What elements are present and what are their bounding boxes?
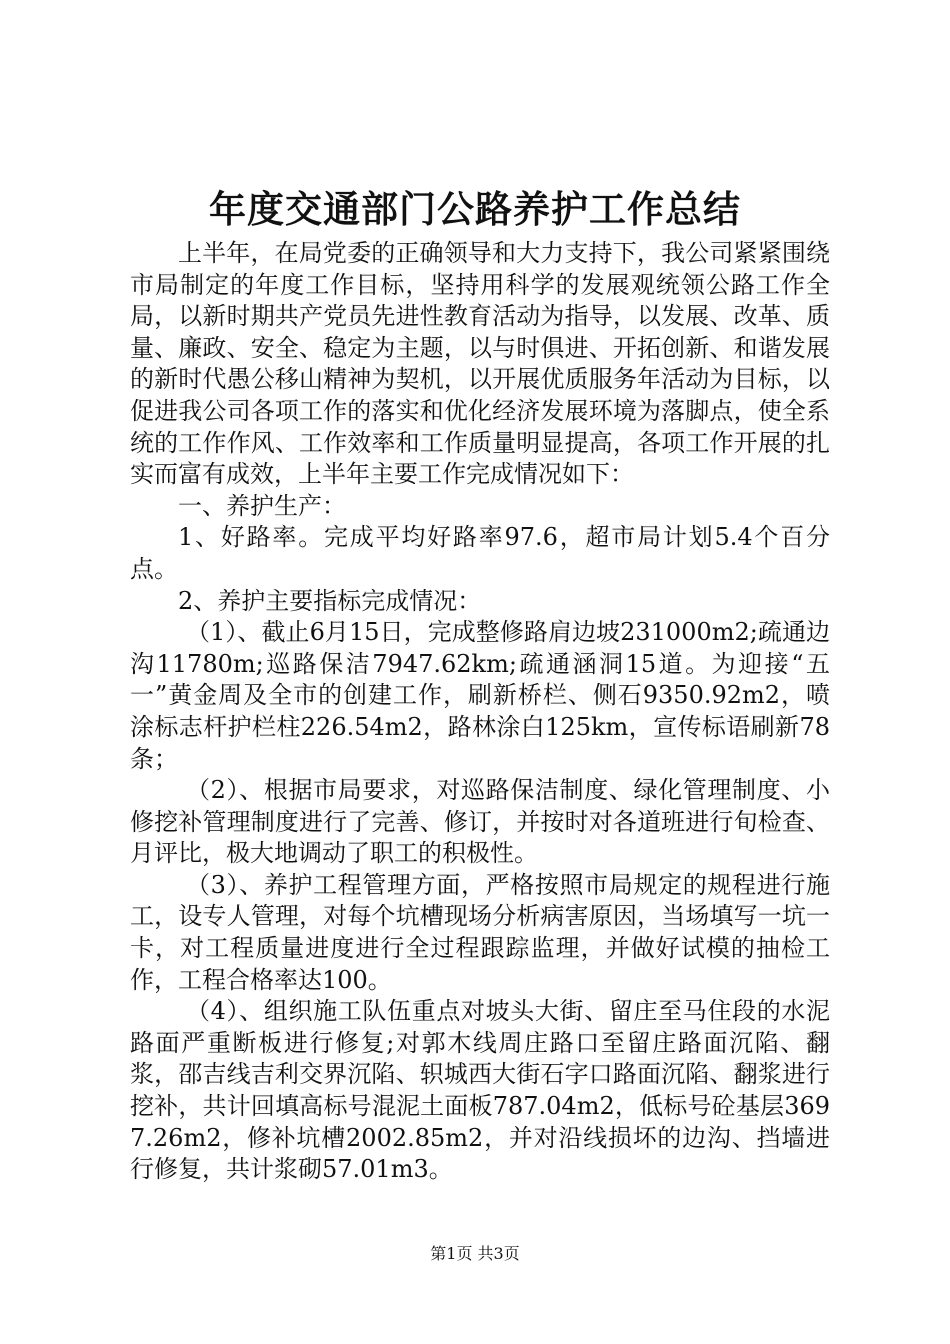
- paragraph-intro: 上半年，在局党委的正确领导和大力支持下，我公司紧紧围绕市局制定的年度工作目标，坚持用科学的发展观统领公路工作全局，以新时期共产党员先进性教育活动为指导，以发展、改革、质量、廉政、安全、稳定为主题，以与时俱进、开拓创新、和谐发展的新时代愚公移山精神为契机，以开展优质服务年活动为目标，以促进我公司各项工作的落实和优化经济发展环境为落脚点，使全系统的工作作风、工作效率和工作质量明显提高，各项工作开展的扎实而富有成效，上半年主要工作完成情况如下：: [130, 239, 830, 489]
- paragraph-good-road-rate: 1、好路率。完成平均好路率97.6，超市局计划5.4个百分点。: [130, 523, 830, 583]
- document-title: 年度交通部门公路养护工作总结: [209, 187, 741, 231]
- paragraph-main-indicators: 2、养护主要指标完成情况：: [178, 586, 482, 615]
- section-heading-maintenance: 一、养护生产：: [178, 491, 346, 520]
- paragraph-item-1: （1）、截止6月15日，完成整修路肩边坡231000m2;疏通边沟11780m;巡路保洁7947.62km;疏通涵洞15道。为迎接“五一”黄金周及全市的创建工作，刷新桥栏、侧石9350.92m2，喷涂标志杆护栏柱226.54m2，路林涂白125km，宣传标语刷新78条；: [130, 618, 830, 773]
- paragraph-item-4: （4）、组织施工队伍重点对坡头大街、留庄至马住段的水泥路面严重断板进行修复;对郭木线周庄路口至留庄路面沉陷、翻浆，邵吉线吉利交界沉陷、轵城西大街石字口路面沉陷、翻浆进行挖补，共计回填高标号混泥土面板787.04m2，低标号砼基层3697.26m2，修补坑槽2002.85m2，并对沿线损坏的边沟、挡墙进行修复，共计浆砌57.01m3。: [130, 997, 830, 1184]
- paragraph-item-3: （3）、养护工程管理方面，严格按照市局规定的规程进行施工，设专人管理，对每个坑槽现场分析病害原因，当场填写一坑一卡，对工程质量进度进行全过程跟踪监理，并做好试模的抽检工作，工程合格率达100。: [130, 870, 830, 994]
- document-body: [130, 238, 830, 1186]
- paragraph-item-2: （2）、根据市局要求，对巡路保洁制度、绿化管理制度、小修挖补管理制度进行了完善、修订，并按时对各道班进行旬检查、月评比，极大地调动了职工的积极性。: [130, 776, 830, 868]
- page-footer: 第1页 共3页: [430, 1244, 520, 1263]
